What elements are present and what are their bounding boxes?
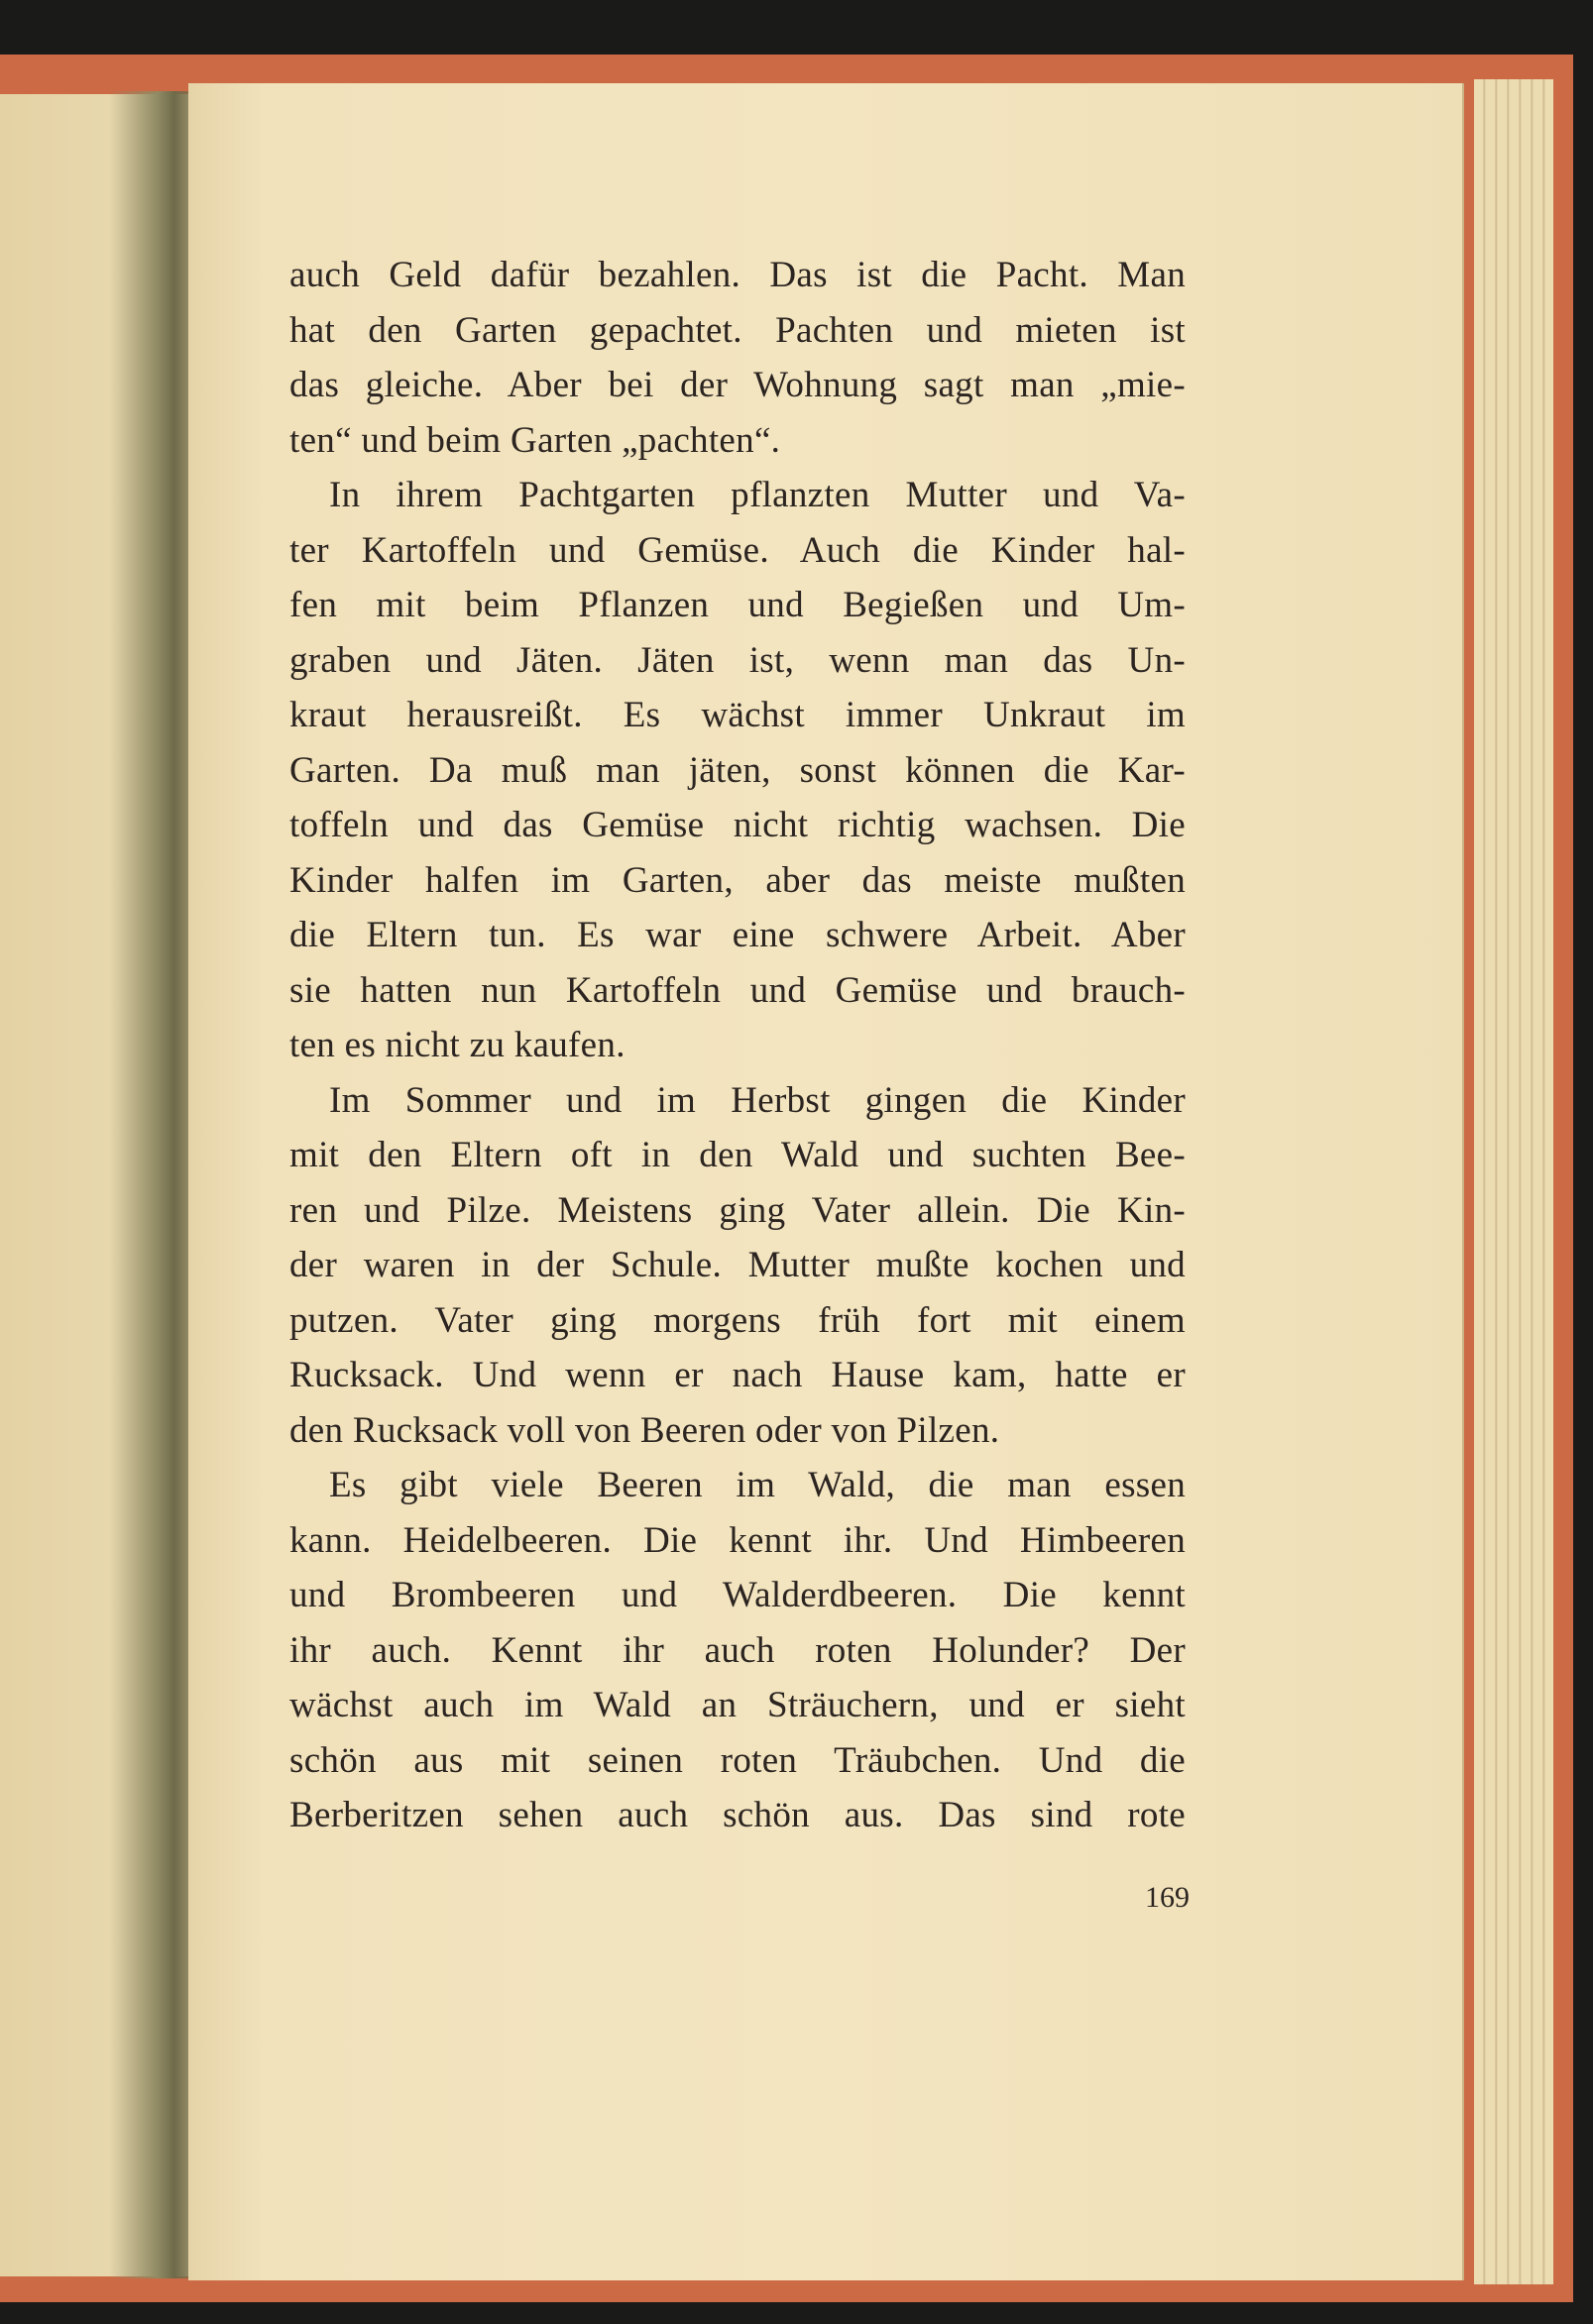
text-line: wächst auch im Wald an Sträuchern, und er sieht [289, 1685, 1186, 1725]
body-text [289, 248, 1186, 1843]
page-edges [1474, 79, 1553, 2284]
text-line: kann. Heidelbeeren. Die kennt ihr. Und Himbeeren [289, 1519, 1186, 1561]
text-line: schön aus mit seinen roten Träubchen. Und die [289, 1739, 1186, 1781]
text-line: ren und Pilze. Meistens ging Vater allein. Die Kin- [289, 1189, 1186, 1231]
text-line: toffeln und das Gemüse nicht richtig wachsen. Die [289, 805, 1186, 845]
text-line: sie hatten nun Kartoffeln und Gemüse und brauch- [289, 969, 1186, 1011]
text-line: fen mit beim Pflanzen und Begießen und Um- [289, 585, 1186, 625]
text-line: hat den Garten gepachtet. Pachten und mieten ist [289, 309, 1186, 351]
page-number: 169 [1145, 1881, 1190, 1914]
text-line: ihr auch. Kennt ihr auch roten Holunder? Der [289, 1629, 1186, 1671]
text-line: ten es nicht zu kaufen. [289, 1025, 626, 1065]
text-line: und Brombeeren und Walderdbeeren. Die kennt [289, 1575, 1186, 1615]
text-line: der waren in der Schule. Mutter mußte kochen und [289, 1245, 1186, 1285]
text-line: ter Kartoffeln und Gemüse. Auch die Kinder hal- [289, 529, 1186, 571]
paragraph [289, 468, 1186, 1073]
text-line: Es gibt viele Beeren im Wald, die man essen [329, 1465, 1186, 1505]
paragraph [289, 1458, 1186, 1843]
text-line: ten“ und beim Garten „pachten“. [289, 419, 781, 461]
text-line: Garten. Da muß man jäten, sonst können die Kar- [289, 749, 1186, 791]
text-line: Berberitzen sehen auch schön aus. Das sind rote [289, 1795, 1186, 1835]
text-line: Im Sommer und im Herbst gingen die Kinder [329, 1079, 1186, 1121]
text-line: mit den Eltern oft in den Wald und suchten Bee- [289, 1135, 1186, 1175]
text-line: Kinder halfen im Garten, aber das meiste mußten [289, 859, 1186, 901]
text-line: auch Geld dafür bezahlen. Das ist die Pacht. Man [289, 255, 1186, 295]
text-line: Rucksack. Und wenn er nach Hause kam, hatte er [289, 1355, 1186, 1395]
text-line: den Rucksack voll von Beeren oder von Pilzen. [289, 1409, 1000, 1451]
text-line: In ihrem Pachtgarten pflanzten Mutter und Va- [329, 475, 1186, 515]
text-line: putzen. Vater ging morgens früh fort mit einem [289, 1299, 1186, 1341]
text-line: kraut herausreißt. Es wächst immer Unkraut im [289, 695, 1186, 735]
paragraph [289, 1073, 1186, 1459]
text-line: graben und Jäten. Jäten ist, wenn man das Un- [289, 639, 1186, 681]
paragraph [289, 248, 1186, 468]
text-line: die Eltern tun. Es war eine schwere Arbeit. Aber [289, 915, 1186, 955]
text-line: das gleiche. Aber bei der Wohnung sagt man „mie- [289, 365, 1186, 405]
